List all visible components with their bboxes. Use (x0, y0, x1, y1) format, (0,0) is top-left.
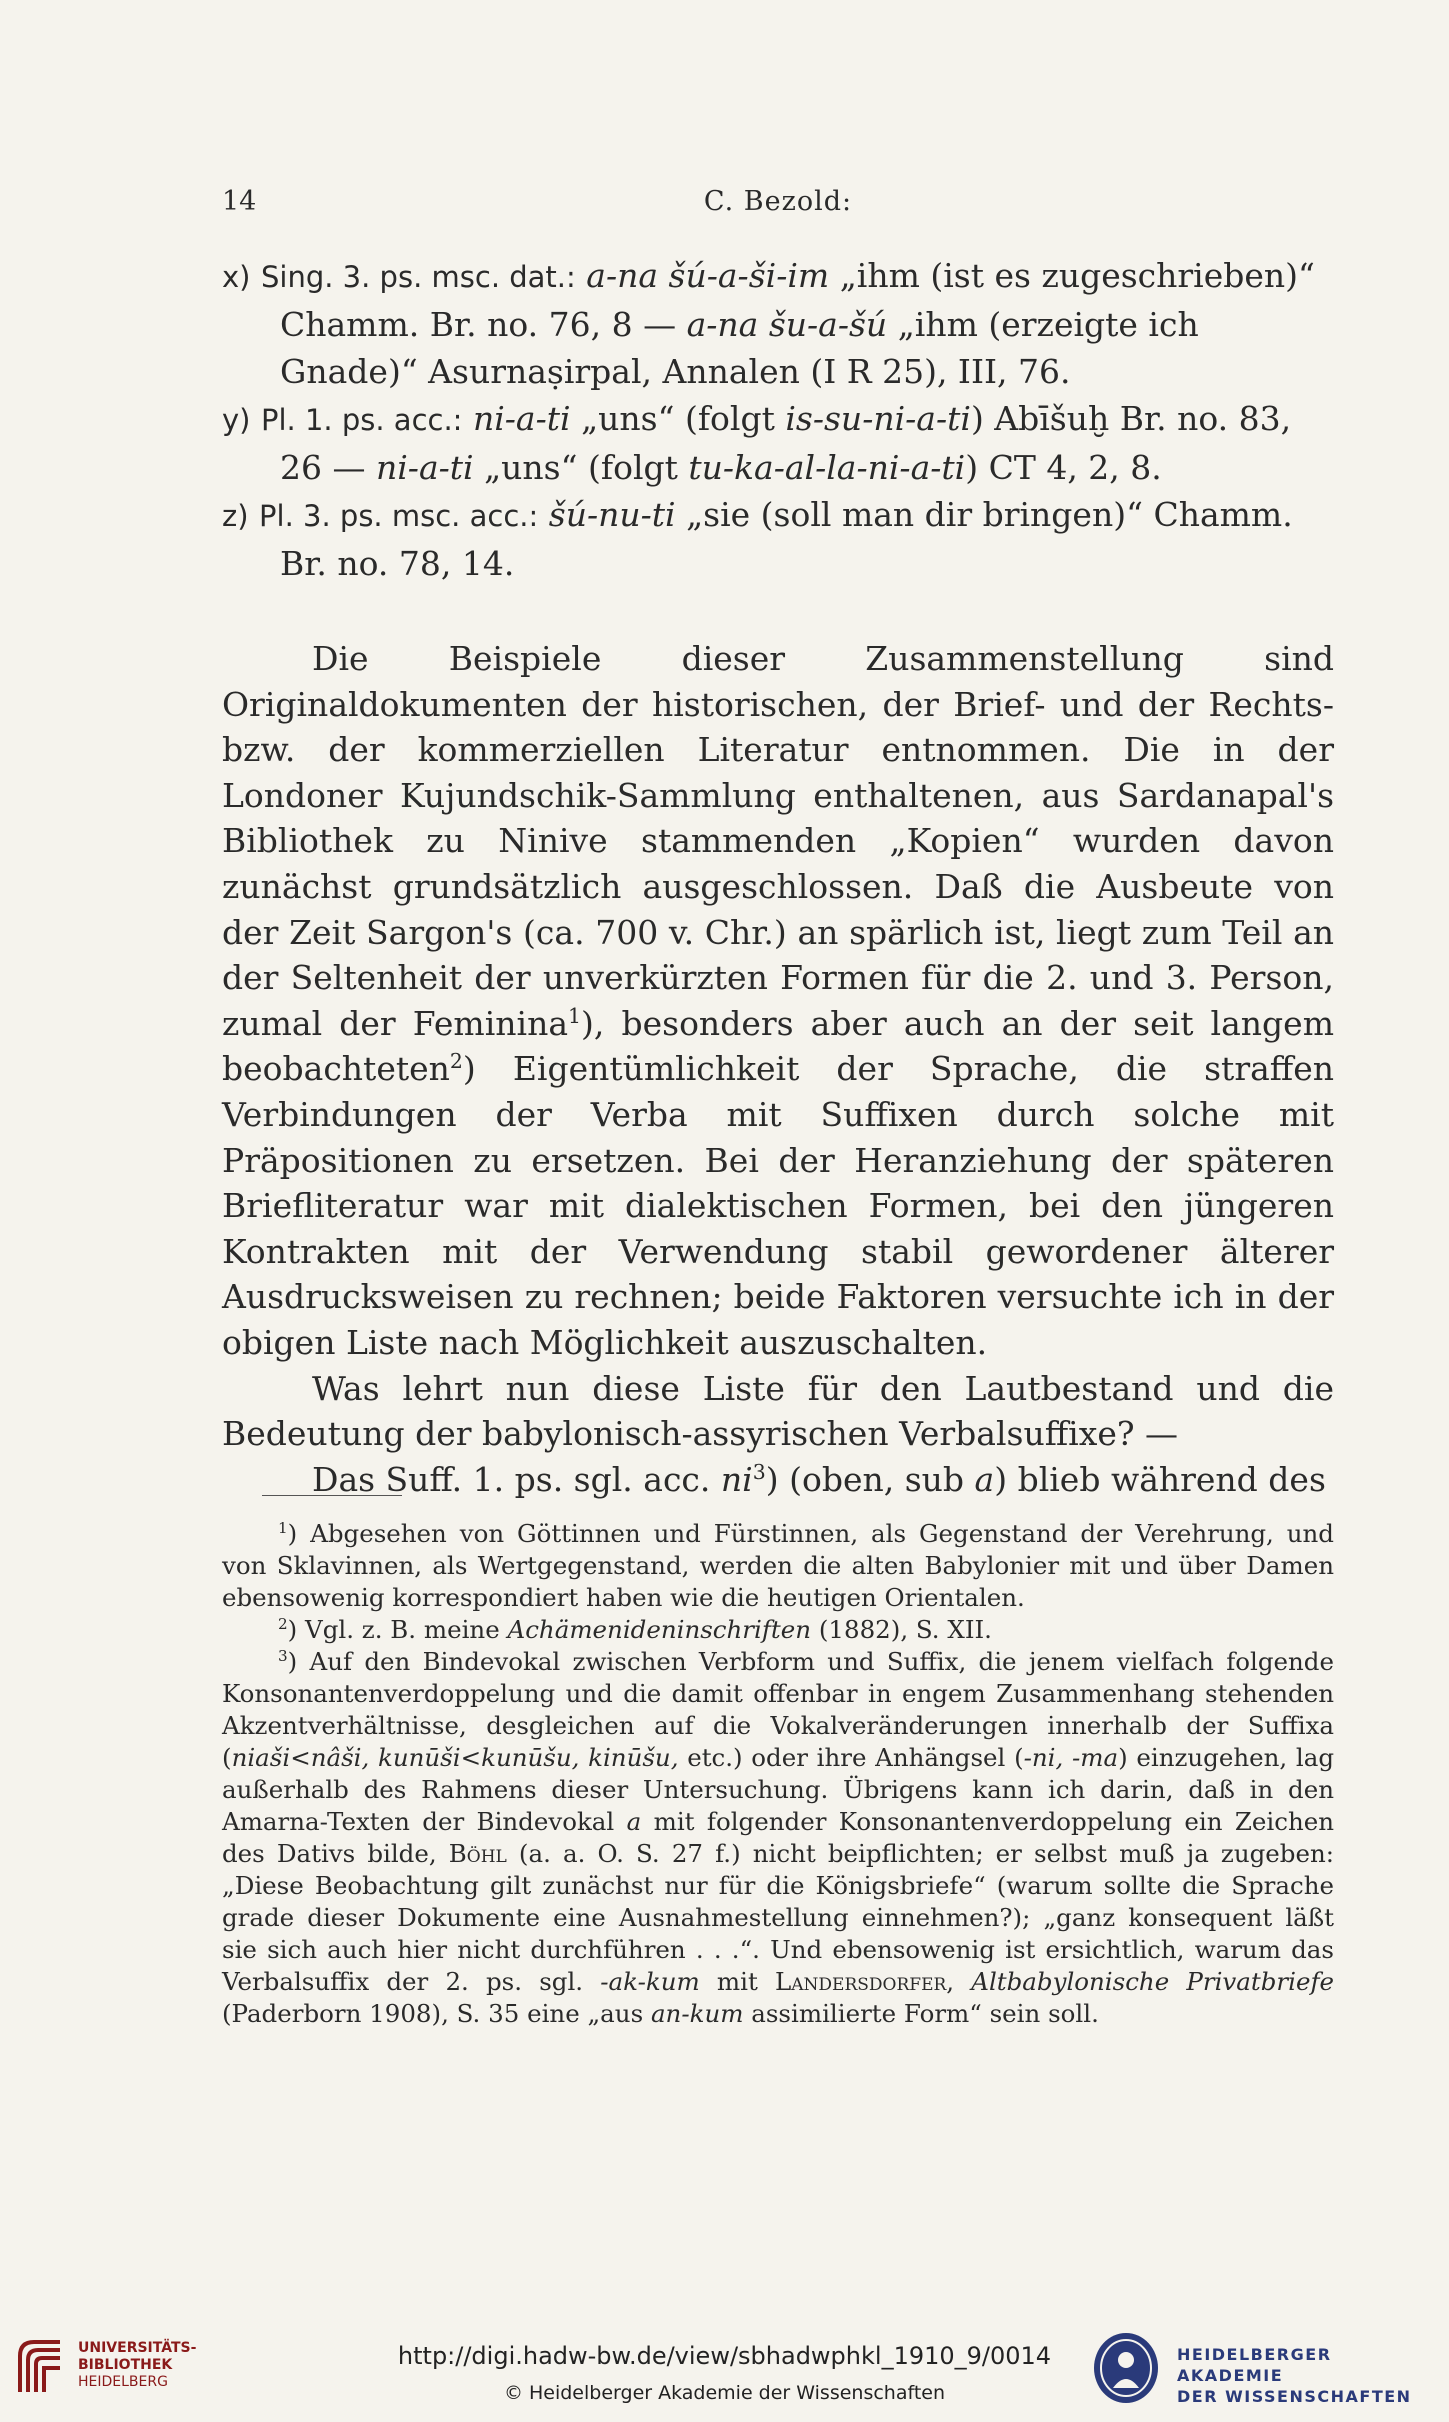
item-label: z) (222, 499, 249, 533)
academy-logo[interactable] (1091, 2330, 1431, 2410)
academy-seal-icon (1091, 2330, 1161, 2406)
footnote-2: $^2$) Vgl. z. B. meine Achämenideninschriften (1882), S. XII. (278, 1614, 992, 1644)
permalink-url[interactable]: http://digi.hadw-bw.de/view/sbhadwphkl_1910_9/0014 (397, 2342, 1052, 2370)
list-item-z: z) Pl. 3. ps. msc. acc.: šú-nu-ti „sie (soll man dir bringen)“ Chamm. Br. no. 78, 14. (222, 495, 1293, 583)
main-text (222, 636, 1334, 1502)
transliteration: tu-ka-al-la-ni-a-ti (688, 448, 966, 487)
paragraph-3: Das Suff. 1. ps. sgl. acc. $ni^3$) (oben, sub a) blieb während des (312, 1459, 1326, 1499)
paragraph-1: Die Beispiele dieser Zusammenstellung sind Originaldokumenten der historischen, der Brief- und der Rechts- bzw. der kommerziellen Literatur entnommen. Die in der Londoner Kujundschik-Sammlung enthaltenen, aus Sardanapal's Bibliothek zu Ninive stammenden „Kopien“ wurden davon zunächst grundsätzlich ausgeschlossen. Daß die Ausbeute von der Zeit Sargon's (ca. 700 v. Chr.) an spärlich ist, liegt zum Teil an der Seltenheit der unverkürzten Formen für die 2. und 3. Person, zumal der Feminina$^1$), besonders aber auch an der seit langem beobachteten$^2$) Eigentümlichkeit der Sprache, die straffen Verbindungen der Verba mit Suffixen durch solche mit Präpositionen zu ersetzen. Bei der Heranziehung der späteren Briefliteratur war mit dialektischen Formen, bei den jüngeren Kontrakten mit der Verwendung stabil gewordener älterer Ausdrucksweisen zu rechnen; beide Faktoren versuchte ich in der obigen Liste nach Möglichkeit auszuschalten. (222, 639, 1334, 1362)
footnote-separator (262, 1495, 402, 1496)
library-name: UNIVERSITÄTS- BIBLIOTHEK HEIDELBERG (78, 2340, 197, 2390)
transliteration: ni-a-ti (472, 399, 571, 438)
transliteration: ni-a-ti (375, 448, 474, 487)
item-label: x) (222, 260, 251, 294)
page-number: 14 (222, 186, 257, 217)
copyright-notice: © Heidelberger Akademie der Wissenschaften (503, 2382, 946, 2404)
transliteration: a-na šú-a-ši-im (586, 256, 830, 295)
running-head: C. Bezold: (703, 186, 853, 217)
item-head: Pl. 3. ps. msc. acc.: (259, 499, 539, 533)
footnote-3: $^3$) Auf den Bindevokal zwischen Verbform und Suffix, die jenem vielfach folgende Konsonantenverdoppelung und die damit offenbar in engem Zusammenhang stehenden Akzentverhältnisse, desgleichen auf die Vokalveränderungen innerhalb der Suffixa (niaši<nâši, kunūši<kunūšu, kinūšu, etc.) oder ihre Anhängsel (-ni, -ma) einzugehen, lag außerhalb des Rahmens dieser Untersuchung. Übrigens kann ich darin, daß in den Amarna-Texten der Bindevokal a mit folgender Konsonantenverdoppelung ein Zeichen des Dativs bilde, Böhl (a. a. O. S. 27 f.) nicht beipflichten; er selbst muß ja zugeben: „Diese Beobachtung gilt zunächst nur für die Königsbriefe“ (warum sollte die Sprache grade dieser Dokumente eine Ausnahmestellung einnehmen?); „ganz konsequent läßt sie sich auch hier nicht durchführen . . .“. Und ebensowenig ist ersichtlich, warum das Verbalsuffix der 2. ps. sgl. -ak-kum mit Landersdorfer, Altbabylonische Privatbriefe (Paderborn 1908), S. 35 eine „aus an-kum assimilierte Form“ sein soll. (222, 1646, 1335, 2028)
item-head: Sing. 3. ps. msc. dat.: (260, 260, 576, 294)
item-head: Pl. 1. ps. acc.: (260, 403, 463, 437)
academy-name: HEIDELBERGER AKADEMIE DER WISSENSCHAFTEN (1177, 2345, 1412, 2406)
footnote-ref: 2 (449, 1049, 463, 1074)
page-header (222, 186, 1334, 230)
suffix-list (222, 252, 1334, 587)
footnote-1: $^1$) Abgesehen von Göttinnen und Fürstinnen, als Gegenstand der Verehrung, und von Sklavinnen, als Wertgegenstand, werden die alten Babylonier mit und über Damen ebensowenig korrespondiert haben wie die heutigen Orientalen. (222, 1518, 1334, 1612)
item-label: y) (222, 403, 251, 437)
list-item-y: y) Pl. 1. ps. acc.: ni-a-ti „uns“ (folgt is-su-ni-a-ti) Abīšuḫ Br. no. 83, 26 — ni-a-ti „uns“ (folgt tu-ka-al-la-ni-a-ti) CT 4, 2, 8. (222, 399, 1292, 487)
footnote-ref: 1 (568, 1003, 582, 1028)
transliteration: a-na šu-a-šú (686, 305, 888, 344)
list-item-x: x) Sing. 3. ps. msc. dat.: a-na šú-a-ši-im „ihm (ist es zugeschrieben)“ Chamm. Br. no. 76, 8 — a-na šu-a-šú „ihm (erzeigte ich Gnade)“ Asurnaṣirpal, Annalen (I R 25), III, 76. (222, 256, 1315, 391)
footnotes (222, 1518, 1334, 2030)
transliteration: is-su-ni-a-ti (785, 399, 971, 438)
footnote-ref: 3 (752, 1459, 766, 1484)
paragraph-2: Was lehrt nun diese Liste für den Lautbestand und die Bedeutung der babylonisch-assyrischen Verbalsuffixe? — (222, 1368, 1334, 1454)
footer-bar (0, 2300, 1449, 2422)
transliteration: šú-nu-ti (548, 495, 676, 534)
